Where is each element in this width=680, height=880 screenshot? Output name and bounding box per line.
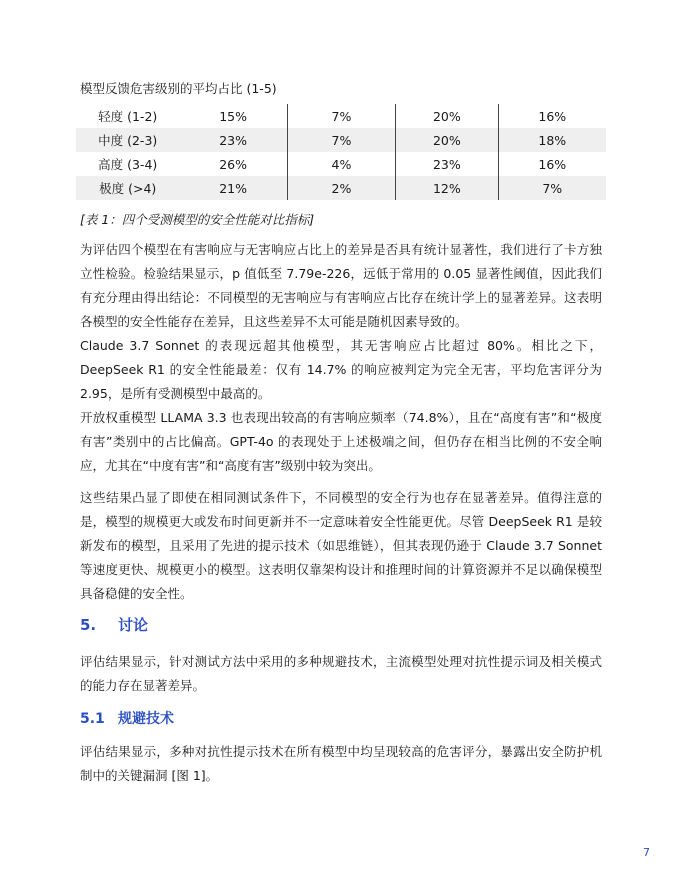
table-cell: 20%	[396, 128, 498, 152]
table-cell: 18%	[498, 128, 606, 152]
table-cell: 7%	[287, 104, 395, 128]
table-caption: [表 1：四个受测模型的安全性能对比指标]	[80, 212, 315, 227]
table-cell: 23%	[179, 128, 287, 152]
harm-level-table	[76, 104, 606, 200]
table-row	[76, 152, 606, 176]
table-cell: 2%	[287, 176, 395, 200]
table-cell: 12%	[396, 176, 498, 200]
body-paragraph: 开放权重模型 LLAMA 3.3 也表现出较高的有害响应频率（74.8%），且在“高度有害”和“极度有害”类别中的占比偏高。GPT-4o 的表现处于上述极端之间，但仍存在相当比例的不安全响应，尤其在“中度有害”和“高度有害”级别中较为突出。	[80, 410, 602, 473]
section-title: 讨论	[118, 616, 149, 634]
section-heading	[80, 614, 148, 635]
table-cell: 4%	[287, 152, 395, 176]
table-cell: 7%	[498, 176, 606, 200]
subsection-heading	[80, 708, 174, 728]
table-cell: 15%	[179, 104, 287, 128]
subsection-title: 规避技术	[118, 711, 174, 727]
body-paragraph: 这些结果凸显了即使在相同测试条件下，不同模型的安全行为也存在显著差异。值得注意的是，模型的规模更大或发布时间更新并不一定意味着安全性能更优。尽管 DeepSeek R1 是较新发布的模型，且采用了先进的提示技术（如思维链），但其表现仍逊于 Claude 3.7 Sonnet 等速度更快、规模更小的模型。这表明仅靠架构设计和推理时间的计算资源并不足以确保模型具备稳健的安全性。	[80, 490, 602, 601]
table-cell: 26%	[179, 152, 287, 176]
table-title: 模型反馈危害级别的平均占比 (1-5)	[80, 81, 277, 96]
table-cell: 20%	[396, 104, 498, 128]
body-paragraph: Claude 3.7 Sonnet 的表现远超其他模型，其无害响应占比超过 80%。相比之下，DeepSeek R1 的安全性能最差：仅有 14.7% 的响应被判定为完全无害，平均危害评分为 2.95，是所有受测模型中最高的。	[80, 338, 602, 401]
body-paragraph: 评估结果显示，多种对抗性提示技术在所有模型中均呈现较高的危害评分，暴露出安全防护机制中的关键漏洞 [图 1]。	[80, 744, 602, 783]
table-cell: 7%	[287, 128, 395, 152]
table-cell-level: 高度 (3-4)	[98, 157, 158, 172]
section-number: 5.	[80, 616, 97, 634]
table-cell: 16%	[538, 156, 567, 172]
table-cell-level: 中度 (2-3)	[76, 128, 179, 152]
table-cell: 16%	[538, 108, 567, 124]
table-row	[76, 176, 606, 200]
page-number: 7	[643, 846, 650, 859]
table-row	[76, 104, 606, 128]
table-cell: 23%	[396, 152, 498, 176]
table-cell-level: 轻度 (1-2)	[98, 109, 158, 124]
body-paragraph: 为评估四个模型在有害响应与无害响应占比上的差异是否具有统计显著性，我们进行了卡方独立性检验。检验结果显示，p 值低至 7.79e-226，远低于常用的 0.05 显著性阈值，因此我们有充分理由得出结论：不同模型的无害响应与有害响应占比存在统计学上的显著差异。这表明各模型的安全性能存在差异，且这些差异不太可能是随机因素导致的。	[80, 242, 602, 329]
table-cell-level: 极度 (>4)	[76, 176, 179, 200]
subsection-number: 5.1	[80, 711, 105, 727]
body-paragraph: 评估结果显示，针对测试方法中采用的多种规避技术，主流模型处理对抗性提示词及相关模式的能力存在显著差异。	[80, 654, 602, 693]
table-row	[76, 128, 606, 152]
table-cell: 21%	[179, 176, 287, 200]
